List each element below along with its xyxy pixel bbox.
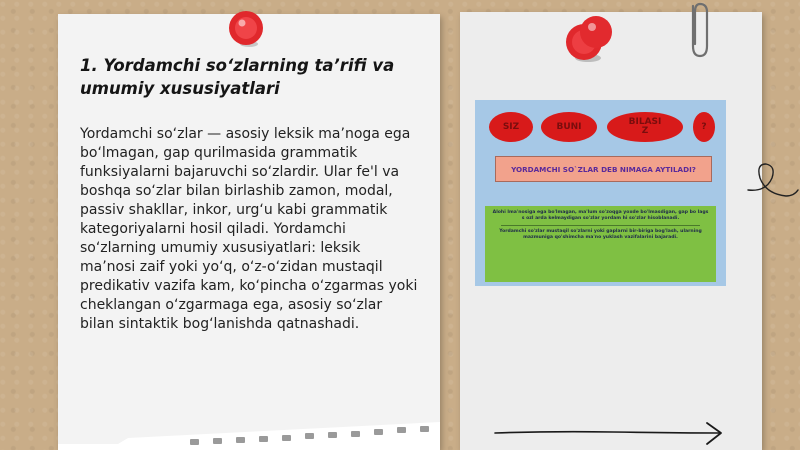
torn-perforation-edge [58, 414, 440, 450]
heading-line-2: umumiy xususiyatlari [80, 79, 280, 98]
question-banner: YORDAMCHI SO`ZLAR DEB NIMAGA AYTILADI? [495, 156, 712, 182]
definition-text: Alohi lma'nosiga ega bo'lmagan, ma'lum so'zoqga yoxde bo'lmasdigan, gap bo lags s ozl arda kelmaydigan so'zlar yordam hi so'zlar hisoblanadi. [492, 210, 709, 221]
oval-label: BUNI [541, 112, 597, 142]
oval-label: SIZ [489, 112, 533, 142]
paperclip-icon [684, 0, 714, 62]
arrow-right-icon[interactable] [493, 421, 725, 447]
function-text: Yordamchi so'zlar mustaqil so'zlarni yoki gaplarni bir-biriga bog'lash, ularning mazmuniga qo'shimcha ma'no yuklash vazifalarini bajaradi. [499, 229, 702, 240]
definition-box [485, 206, 716, 282]
embedded-slide-image [475, 100, 726, 286]
push-pin-icon [560, 12, 620, 66]
page-title [80, 54, 400, 100]
push-pin-icon [226, 8, 268, 50]
heading-line-1: 1. Yordamchi so‘zlarning ta’rifi va [80, 56, 395, 75]
definition-paragraph: Yordamchi so‘zlar — asosiy leksik ma’noga ega bo‘lmagan, gap qurilmasida grammatik funksiyalarni bajaruvchi so‘zlardir. Ular fe'l va boshqa so‘zlar bilan birlashib zamon, modal, passiv shakllar, inkor, urg‘u kabi grammatik kategoriyalarni hosil qiladi. Yordamchi so‘zlarning umumiy xususiyatlari: leksik ma’nosi zaif yoki yo‘q, o‘z-o‘zidan mustaqil predikativ vazifa kam, ko‘pincha o‘zgarmas yoki cheklangan o‘zgarmaga ega, asosiy so‘zlar bilan sintaktik bog‘lanishda qatnashadi. [80, 126, 418, 332]
swirl-doodle-icon [746, 150, 800, 210]
oval-label: ? [693, 112, 715, 142]
oval-label: BILASI Z [607, 112, 683, 142]
